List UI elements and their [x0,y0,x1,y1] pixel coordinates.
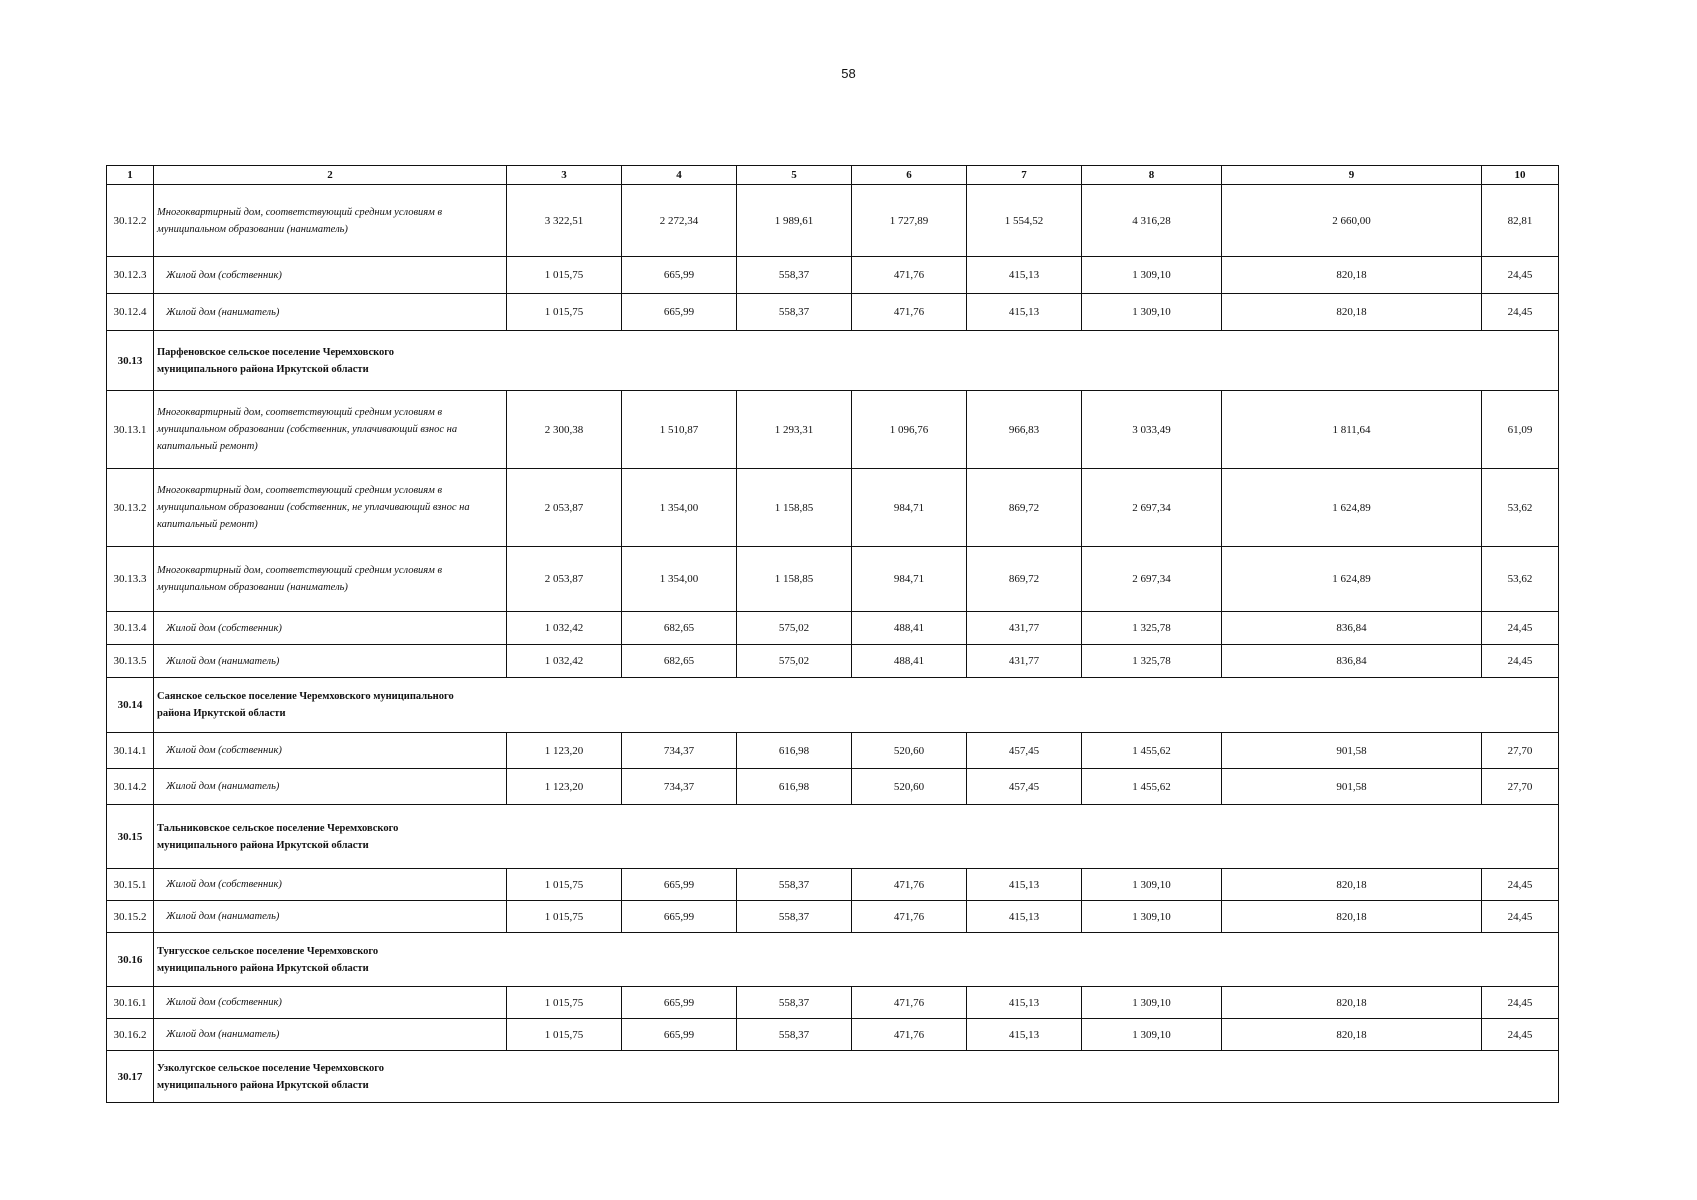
value-cell: 1 096,76 [852,391,967,469]
column-header: 10 [1482,166,1559,185]
value-cell: 558,37 [737,1019,852,1051]
table-row [107,547,1559,612]
row-code: 30.13.3 [107,547,154,612]
value-cell: 558,37 [737,257,852,294]
value-cell: 471,76 [852,294,967,331]
row-code: 30.16.2 [107,1019,154,1051]
table-row [107,391,1559,469]
header-row [107,166,1559,185]
value-cell: 1 455,62 [1082,769,1222,805]
value-cell: 471,76 [852,901,967,933]
value-cell: 1 510,87 [622,391,737,469]
value-cell: 1 624,89 [1222,469,1482,547]
column-header: 5 [737,166,852,185]
row-description: Многоквартирный дом, соответствующий средним условиям в муниципальном образовании (наниматель) [154,185,507,257]
value-cell: 665,99 [622,987,737,1019]
value-cell: 2 660,00 [1222,185,1482,257]
row-description: Жилой дом (наниматель) [154,1019,507,1051]
value-cell: 901,58 [1222,733,1482,769]
row-description: Жилой дом (собственник) [154,987,507,1019]
value-cell: 27,70 [1482,769,1559,805]
value-cell: 734,37 [622,733,737,769]
value-cell: 734,37 [622,769,737,805]
value-cell: 1 325,78 [1082,645,1222,678]
section-title [154,1051,1559,1103]
table-row [107,869,1559,901]
value-cell: 3 322,51 [507,185,622,257]
value-cell: 2 300,38 [507,391,622,469]
value-cell: 1 624,89 [1222,547,1482,612]
row-code: 30.13.5 [107,645,154,678]
row-code: 30.13.4 [107,612,154,645]
row-code: 30.14 [107,678,154,733]
row-description: Жилой дом (наниматель) [154,294,507,331]
value-cell: 1 158,85 [737,547,852,612]
row-description: Многоквартирный дом, соответствующий средним условиям в муниципальном образовании (собственник, уплачивающий взнос на капитальный ремонт) [154,391,507,469]
value-cell: 415,13 [967,257,1082,294]
value-cell: 2 697,34 [1082,469,1222,547]
row-code: 30.14.1 [107,733,154,769]
value-cell: 4 316,28 [1082,185,1222,257]
value-cell: 457,45 [967,733,1082,769]
section-title [154,331,1559,391]
value-cell: 665,99 [622,869,737,901]
value-cell: 1 032,42 [507,645,622,678]
section-row [107,331,1559,391]
value-cell: 1 989,61 [737,185,852,257]
row-description: Жилой дом (собственник) [154,733,507,769]
row-description: Жилой дом (наниматель) [154,769,507,805]
value-cell: 820,18 [1222,901,1482,933]
value-cell: 682,65 [622,612,737,645]
section-title-text: Тунгусское сельское поселение Черемховского муниципального района Иркутской области [157,945,379,974]
column-header: 2 [154,166,507,185]
table-row [107,185,1559,257]
value-cell: 984,71 [852,547,967,612]
value-cell: 24,45 [1482,987,1559,1019]
value-cell: 520,60 [852,769,967,805]
column-header: 4 [622,166,737,185]
section-title [154,678,1559,733]
row-description: Жилой дом (собственник) [154,869,507,901]
value-cell: 820,18 [1222,294,1482,331]
value-cell: 1 309,10 [1082,294,1222,331]
table-row [107,645,1559,678]
value-cell: 1 811,64 [1222,391,1482,469]
value-cell: 984,71 [852,469,967,547]
value-cell: 558,37 [737,987,852,1019]
row-code: 30.12.2 [107,185,154,257]
value-cell: 24,45 [1482,612,1559,645]
section-title-text: Тальниковское сельское поселение Черемховского муниципального района Иркутской области [157,822,399,851]
value-cell: 24,45 [1482,294,1559,331]
section-title-text: Узколугское сельское поселение Черемховского муниципального района Иркутской области [157,1062,385,1091]
value-cell: 1 123,20 [507,769,622,805]
value-cell: 3 033,49 [1082,391,1222,469]
value-cell: 558,37 [737,901,852,933]
value-cell: 901,58 [1222,769,1482,805]
value-cell: 457,45 [967,769,1082,805]
value-cell: 1 015,75 [507,901,622,933]
row-description: Многоквартирный дом, соответствующий средним условиям в муниципальном образовании (наниматель) [154,547,507,612]
value-cell: 836,84 [1222,612,1482,645]
value-cell: 1 554,52 [967,185,1082,257]
value-cell: 415,13 [967,901,1082,933]
value-cell: 820,18 [1222,257,1482,294]
value-cell: 558,37 [737,294,852,331]
row-code: 30.15.1 [107,869,154,901]
value-cell: 665,99 [622,901,737,933]
table-row [107,901,1559,933]
value-cell: 471,76 [852,1019,967,1051]
table-row [107,733,1559,769]
value-cell: 836,84 [1222,645,1482,678]
row-description: Жилой дом (собственник) [154,257,507,294]
section-title [154,805,1559,869]
value-cell: 1 032,42 [507,612,622,645]
column-header: 6 [852,166,967,185]
value-cell: 869,72 [967,469,1082,547]
value-cell: 820,18 [1222,1019,1482,1051]
value-cell: 1 354,00 [622,547,737,612]
section-row [107,1051,1559,1103]
value-cell: 665,99 [622,257,737,294]
value-cell: 471,76 [852,257,967,294]
column-header: 1 [107,166,154,185]
column-header: 9 [1222,166,1482,185]
value-cell: 1 309,10 [1082,1019,1222,1051]
value-cell: 2 053,87 [507,469,622,547]
value-cell: 1 158,85 [737,469,852,547]
value-cell: 665,99 [622,294,737,331]
page-number: 58 [841,66,856,81]
value-cell: 53,62 [1482,547,1559,612]
row-code: 30.12.4 [107,294,154,331]
value-cell: 82,81 [1482,185,1559,257]
value-cell: 1 727,89 [852,185,967,257]
value-cell: 558,37 [737,869,852,901]
value-cell: 1 015,75 [507,257,622,294]
table-row [107,1019,1559,1051]
section-title [154,933,1559,987]
value-cell: 1 309,10 [1082,987,1222,1019]
table-row [107,769,1559,805]
row-code: 30.12.3 [107,257,154,294]
value-cell: 471,76 [852,987,967,1019]
value-cell: 575,02 [737,612,852,645]
value-cell: 869,72 [967,547,1082,612]
row-description: Многоквартирный дом, соответствующий средним условиям в муниципальном образовании (собственник, не уплачивающий взнос на капитальный ремонт) [154,469,507,547]
value-cell: 488,41 [852,612,967,645]
value-cell: 24,45 [1482,1019,1559,1051]
table-row [107,257,1559,294]
value-cell: 682,65 [622,645,737,678]
value-cell: 415,13 [967,294,1082,331]
column-header: 8 [1082,166,1222,185]
table-row [107,469,1559,547]
value-cell: 431,77 [967,645,1082,678]
value-cell: 520,60 [852,733,967,769]
value-cell: 24,45 [1482,257,1559,294]
value-cell: 1 309,10 [1082,901,1222,933]
table-body [107,185,1559,1103]
row-description: Жилой дом (наниматель) [154,901,507,933]
row-code: 30.15.2 [107,901,154,933]
table-header [107,166,1559,185]
table-row [107,612,1559,645]
value-cell: 1 309,10 [1082,869,1222,901]
value-cell: 2 272,34 [622,185,737,257]
value-cell: 2 697,34 [1082,547,1222,612]
row-code: 30.15 [107,805,154,869]
value-cell: 575,02 [737,645,852,678]
value-cell: 1 309,10 [1082,257,1222,294]
value-cell: 1 015,75 [507,987,622,1019]
section-title-text: Саянское сельское поселение Черемховского муниципального района Иркутской области [157,691,454,719]
value-cell: 665,99 [622,1019,737,1051]
row-code: 30.14.2 [107,769,154,805]
value-cell: 24,45 [1482,645,1559,678]
value-cell: 966,83 [967,391,1082,469]
row-code: 30.13.2 [107,469,154,547]
section-row [107,805,1559,869]
value-cell: 24,45 [1482,869,1559,901]
value-cell: 488,41 [852,645,967,678]
section-title-text: Парфеновское сельское поселение Черемховского муниципального района Иркутской области [157,346,395,375]
section-row [107,933,1559,987]
value-cell: 1 015,75 [507,294,622,331]
value-cell: 1 325,78 [1082,612,1222,645]
value-cell: 1 354,00 [622,469,737,547]
value-cell: 415,13 [967,987,1082,1019]
tariff-table [106,165,1559,1103]
value-cell: 820,18 [1222,869,1482,901]
value-cell: 1 123,20 [507,733,622,769]
value-cell: 616,98 [737,769,852,805]
value-cell: 1 015,75 [507,869,622,901]
table-row [107,987,1559,1019]
value-cell: 1 015,75 [507,1019,622,1051]
section-row [107,678,1559,733]
value-cell: 1 293,31 [737,391,852,469]
value-cell: 616,98 [737,733,852,769]
value-cell: 53,62 [1482,469,1559,547]
row-description: Жилой дом (собственник) [154,612,507,645]
column-header: 7 [967,166,1082,185]
value-cell: 471,76 [852,869,967,901]
value-cell: 27,70 [1482,733,1559,769]
value-cell: 1 455,62 [1082,733,1222,769]
value-cell: 2 053,87 [507,547,622,612]
row-description: Жилой дом (наниматель) [154,645,507,678]
table-row [107,294,1559,331]
value-cell: 24,45 [1482,901,1559,933]
value-cell: 415,13 [967,1019,1082,1051]
value-cell: 820,18 [1222,987,1482,1019]
row-code: 30.13 [107,331,154,391]
column-header: 3 [507,166,622,185]
value-cell: 61,09 [1482,391,1559,469]
row-code: 30.16.1 [107,987,154,1019]
row-code: 30.17 [107,1051,154,1103]
row-code: 30.13.1 [107,391,154,469]
value-cell: 431,77 [967,612,1082,645]
value-cell: 415,13 [967,869,1082,901]
row-code: 30.16 [107,933,154,987]
